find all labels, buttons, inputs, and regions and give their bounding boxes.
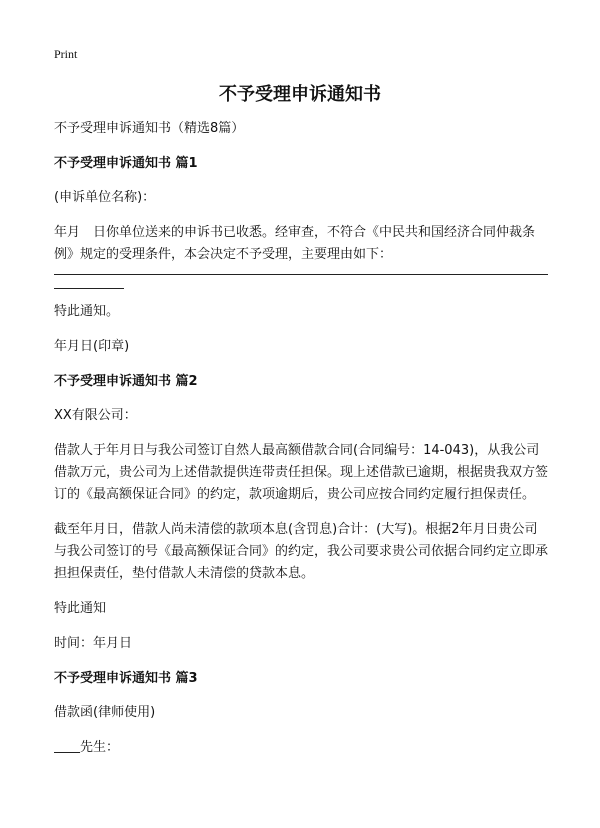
blank-line-short	[54, 288, 124, 289]
body-paragraph-1: 年月 日你单位送来的申诉书已收悉。经审查，不符合《中民共和国经济合同仲裁条例》规定的受理条件，本会决定不予受理，主要理由如下：	[54, 225, 536, 262]
body-paragraph-2b: 截至年月日，借款人尚未清偿的款项本息(含罚息)合计：(大写)。根据2年月日贵公司与我公司签订的号《最高额保证合同》的约定，我公司要求贵公司依据合同约定立即承担担保责任，垫付借款人未清偿的贷款本息。	[54, 522, 549, 581]
body-paragraph-2a: 借款人于年月日与我公司签订自然人最高额借款合同(合同编号：14-043)，从我公司借款万元，贵公司为上述借款提供连带责任担保。现上述借款已逾期，根据贵我双方签订的《最高额保证合同》的约定，款项逾期后，贵公司应按合同约定履行担保责任。	[54, 443, 549, 502]
section-heading-2: 不予受理申诉通知书 篇2	[54, 374, 198, 389]
blank-line-full	[54, 274, 548, 275]
salutation-3-text: 先生：	[80, 740, 120, 755]
name-blank	[54, 739, 80, 753]
closing-1: 特此通知。	[54, 304, 120, 319]
date-1: 年月日(印章)	[54, 339, 130, 354]
section-heading-3: 不予受理申诉通知书 篇3	[54, 671, 198, 686]
letter-title-3: 借款函(律师使用)	[54, 705, 156, 720]
print-label[interactable]: Print	[54, 47, 78, 61]
subtitle: 不予受理申诉通知书（精选8篇）	[54, 121, 245, 136]
date-2: 时间：年月日	[54, 636, 133, 651]
blank-lines	[54, 274, 548, 289]
closing-2: 特此通知	[54, 601, 107, 616]
section-heading-1: 不予受理申诉通知书 篇1	[54, 156, 198, 171]
salutation-3	[54, 737, 548, 759]
salutation-1: (申诉单位名称)：	[54, 190, 156, 205]
document-body	[54, 118, 548, 772]
page-title: 不予受理申诉通知书	[219, 84, 381, 105]
salutation-2: XX有限公司：	[54, 408, 137, 423]
